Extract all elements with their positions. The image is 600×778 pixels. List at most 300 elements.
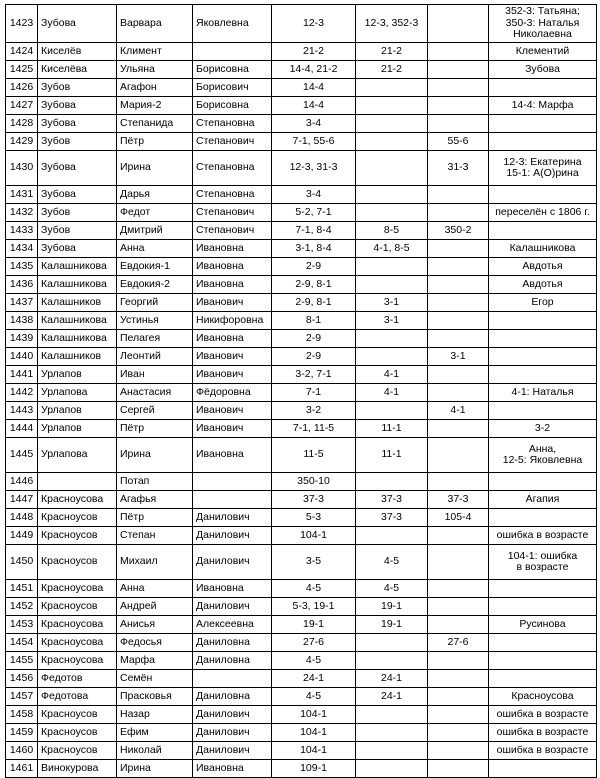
surname-cell: Урлапова	[38, 438, 117, 473]
source-c-cell	[428, 742, 489, 760]
row-number-cell: 1434	[6, 240, 38, 258]
source-c-cell	[428, 473, 489, 491]
row-number-cell: 1454	[6, 634, 38, 652]
first-name-cell: Степан	[117, 527, 193, 545]
source-c-cell	[428, 5, 489, 43]
note-cell	[489, 670, 597, 688]
source-c-cell	[428, 616, 489, 634]
source-a-cell: 14-4	[272, 79, 356, 97]
source-b-cell	[356, 115, 428, 133]
note-cell: 14-4: Марфа	[489, 97, 597, 115]
table-row	[6, 724, 597, 742]
row-number-cell: 1460	[6, 742, 38, 760]
source-b-cell	[356, 186, 428, 204]
source-c-cell	[428, 276, 489, 294]
patronymic-cell: Иванович	[193, 402, 272, 420]
row-number-cell: 1428	[6, 115, 38, 133]
patronymic-cell: Ивановна	[193, 276, 272, 294]
source-c-cell	[428, 438, 489, 473]
patronymic-cell: Борисовна	[193, 97, 272, 115]
patronymic-cell: Яковлевна	[193, 5, 272, 43]
source-a-cell: 2-9	[272, 330, 356, 348]
source-c-cell	[428, 760, 489, 778]
row-number-cell: 1438	[6, 312, 38, 330]
row-number-cell: 1446	[6, 473, 38, 491]
source-b-cell	[356, 258, 428, 276]
row-number-cell: 1425	[6, 61, 38, 79]
note-cell: Анна, 12-5: Яковлевна	[489, 438, 597, 473]
surname-cell: Красноусов	[38, 742, 117, 760]
table-row	[6, 5, 597, 43]
row-number-cell: 1430	[6, 151, 38, 186]
note-cell	[489, 402, 597, 420]
surname-cell: Красноусов	[38, 724, 117, 742]
source-b-cell: 12-3, 352-3	[356, 5, 428, 43]
note-cell: переселён с 1806 г.	[489, 204, 597, 222]
table-row	[6, 580, 597, 598]
surname-cell: Зубова	[38, 240, 117, 258]
surname-cell: Красноусов	[38, 545, 117, 580]
note-cell	[489, 330, 597, 348]
source-b-cell	[356, 276, 428, 294]
row-number-cell: 1451	[6, 580, 38, 598]
row-number-cell: 1432	[6, 204, 38, 222]
first-name-cell: Пелагея	[117, 330, 193, 348]
source-a-cell: 2-9	[272, 258, 356, 276]
first-name-cell: Анисья	[117, 616, 193, 634]
first-name-cell: Дарья	[117, 186, 193, 204]
first-name-cell: Мария-2	[117, 97, 193, 115]
row-number-cell: 1437	[6, 294, 38, 312]
source-b-cell	[356, 473, 428, 491]
patronymic-cell: Ивановна	[193, 580, 272, 598]
table-row	[6, 79, 597, 97]
patronymic-cell: Степанович	[193, 222, 272, 240]
surname-cell: Калашникова	[38, 258, 117, 276]
table-row	[6, 598, 597, 616]
first-name-cell: Ульяна	[117, 61, 193, 79]
table-row	[6, 742, 597, 760]
source-c-cell	[428, 240, 489, 258]
source-b-cell: 8-5	[356, 222, 428, 240]
row-number-cell: 1424	[6, 43, 38, 61]
table-row	[6, 348, 597, 366]
source-a-cell: 12-3	[272, 5, 356, 43]
source-c-cell: 4-1	[428, 402, 489, 420]
surname-cell: Зубов	[38, 79, 117, 97]
table-row	[6, 43, 597, 61]
source-a-cell: 3-2	[272, 402, 356, 420]
source-a-cell: 5-3	[272, 509, 356, 527]
source-c-cell	[428, 294, 489, 312]
surname-cell: Киселёва	[38, 61, 117, 79]
row-number-cell: 1439	[6, 330, 38, 348]
first-name-cell: Устинья	[117, 312, 193, 330]
note-cell	[489, 509, 597, 527]
surname-cell: Красноусова	[38, 580, 117, 598]
source-b-cell: 21-2	[356, 43, 428, 61]
first-name-cell: Дмитрий	[117, 222, 193, 240]
source-a-cell: 14-4	[272, 97, 356, 115]
table-row	[6, 616, 597, 634]
surname-cell: Калашникова	[38, 312, 117, 330]
table-row	[6, 115, 597, 133]
surname-cell: Красноусов	[38, 706, 117, 724]
surname-cell: Зубова	[38, 115, 117, 133]
source-a-cell: 4-5	[272, 652, 356, 670]
patronymic-cell: Данилович	[193, 742, 272, 760]
source-a-cell: 11-5	[272, 438, 356, 473]
patronymic-cell: Даниловна	[193, 688, 272, 706]
surname-cell: Красноусова	[38, 652, 117, 670]
source-a-cell: 7-1, 11-5	[272, 420, 356, 438]
table-row	[6, 312, 597, 330]
table-row	[6, 509, 597, 527]
note-cell: 3-2	[489, 420, 597, 438]
patronymic-cell: Даниловна	[193, 634, 272, 652]
patronymic-cell: Иванович	[193, 348, 272, 366]
source-a-cell: 7-1, 55-6	[272, 133, 356, 151]
source-a-cell: 37-3	[272, 491, 356, 509]
surname-cell: Федотов	[38, 670, 117, 688]
patronymic-cell: Фёдоровна	[193, 384, 272, 402]
note-cell: ошибка в возрасте	[489, 706, 597, 724]
source-a-cell: 3-4	[272, 186, 356, 204]
surname-cell: Красноусова	[38, 616, 117, 634]
table-row	[6, 133, 597, 151]
table-row	[6, 258, 597, 276]
first-name-cell: Агафон	[117, 79, 193, 97]
patronymic-cell: Иванович	[193, 420, 272, 438]
patronymic-cell: Степановна	[193, 186, 272, 204]
source-c-cell	[428, 652, 489, 670]
first-name-cell: Георгий	[117, 294, 193, 312]
note-cell: 104-1: ошибка в возрасте	[489, 545, 597, 580]
source-b-cell	[356, 652, 428, 670]
row-number-cell: 1443	[6, 402, 38, 420]
source-a-cell: 27-6	[272, 634, 356, 652]
row-number-cell: 1423	[6, 5, 38, 43]
patronymic-cell: Данилович	[193, 706, 272, 724]
first-name-cell: Ефим	[117, 724, 193, 742]
source-b-cell	[356, 402, 428, 420]
surname-cell: Урлапов	[38, 420, 117, 438]
source-b-cell	[356, 204, 428, 222]
surname-cell: Красноусов	[38, 509, 117, 527]
table-row	[6, 688, 597, 706]
table-row	[6, 438, 597, 473]
patronymic-cell: Данилович	[193, 545, 272, 580]
source-c-cell: 350-2	[428, 222, 489, 240]
source-a-cell: 104-1	[272, 706, 356, 724]
source-b-cell	[356, 330, 428, 348]
row-number-cell: 1441	[6, 366, 38, 384]
source-c-cell	[428, 545, 489, 580]
table-row	[6, 527, 597, 545]
table-row	[6, 151, 597, 186]
first-name-cell: Анастасия	[117, 384, 193, 402]
first-name-cell: Назар	[117, 706, 193, 724]
patronymic-cell: Ивановна	[193, 240, 272, 258]
patronymic-cell: Иванович	[193, 294, 272, 312]
first-name-cell: Марфа	[117, 652, 193, 670]
source-a-cell: 2-9	[272, 348, 356, 366]
patronymic-cell: Ивановна	[193, 330, 272, 348]
table-row	[6, 491, 597, 509]
source-c-cell: 55-6	[428, 133, 489, 151]
source-c-cell	[428, 527, 489, 545]
row-number-cell: 1452	[6, 598, 38, 616]
patronymic-cell: Никифоровна	[193, 312, 272, 330]
source-b-cell	[356, 151, 428, 186]
surname-cell	[38, 473, 117, 491]
source-c-cell	[428, 61, 489, 79]
note-cell	[489, 348, 597, 366]
patronymic-cell: Борисович	[193, 79, 272, 97]
surname-cell: Красноусова	[38, 491, 117, 509]
table-row	[6, 97, 597, 115]
table-row	[6, 545, 597, 580]
first-name-cell: Потап	[117, 473, 193, 491]
source-b-cell: 4-5	[356, 580, 428, 598]
note-cell: Агапия	[489, 491, 597, 509]
first-name-cell: Варвара	[117, 5, 193, 43]
source-b-cell: 19-1	[356, 598, 428, 616]
surname-cell: Красноусов	[38, 527, 117, 545]
first-name-cell: Леонтий	[117, 348, 193, 366]
note-cell	[489, 652, 597, 670]
first-name-cell: Федот	[117, 204, 193, 222]
note-cell: Зубова	[489, 61, 597, 79]
note-cell: Клементий	[489, 43, 597, 61]
first-name-cell: Ирина	[117, 151, 193, 186]
patronymic-cell	[193, 473, 272, 491]
source-a-cell: 3-4	[272, 115, 356, 133]
note-cell	[489, 634, 597, 652]
row-number-cell: 1433	[6, 222, 38, 240]
source-a-cell: 3-1, 8-4	[272, 240, 356, 258]
table-row	[6, 670, 597, 688]
patronymic-cell: Данилович	[193, 598, 272, 616]
patronymic-cell: Степанович	[193, 133, 272, 151]
source-c-cell	[428, 79, 489, 97]
table-row	[6, 706, 597, 724]
row-number-cell: 1461	[6, 760, 38, 778]
note-cell	[489, 598, 597, 616]
note-cell: 352-3: Татьяна; 350-3: Наталья Николаевна	[489, 5, 597, 43]
note-cell: Егор	[489, 294, 597, 312]
source-b-cell	[356, 706, 428, 724]
row-number-cell: 1448	[6, 509, 38, 527]
surname-cell: Красноусова	[38, 634, 117, 652]
source-c-cell	[428, 670, 489, 688]
source-c-cell	[428, 688, 489, 706]
row-number-cell: 1440	[6, 348, 38, 366]
source-b-cell	[356, 97, 428, 115]
first-name-cell: Николай	[117, 742, 193, 760]
surname-cell: Зубов	[38, 204, 117, 222]
source-a-cell: 104-1	[272, 527, 356, 545]
source-b-cell: 37-3	[356, 491, 428, 509]
surname-cell: Калашников	[38, 348, 117, 366]
note-cell: Калашникова	[489, 240, 597, 258]
source-b-cell: 3-1	[356, 312, 428, 330]
source-c-cell	[428, 724, 489, 742]
patronymic-cell: Алексеевна	[193, 616, 272, 634]
first-name-cell: Агафья	[117, 491, 193, 509]
row-number-cell: 1458	[6, 706, 38, 724]
records-table	[5, 4, 597, 778]
source-b-cell	[356, 742, 428, 760]
patronymic-cell: Данилович	[193, 724, 272, 742]
surname-cell: Калашникова	[38, 330, 117, 348]
source-b-cell: 4-5	[356, 545, 428, 580]
note-cell	[489, 580, 597, 598]
patronymic-cell: Борисовна	[193, 61, 272, 79]
first-name-cell: Евдокия-1	[117, 258, 193, 276]
source-a-cell: 21-2	[272, 43, 356, 61]
source-c-cell	[428, 186, 489, 204]
source-c-cell	[428, 598, 489, 616]
source-a-cell: 104-1	[272, 724, 356, 742]
row-number-cell: 1447	[6, 491, 38, 509]
source-b-cell: 24-1	[356, 670, 428, 688]
table-row	[6, 276, 597, 294]
table-row	[6, 402, 597, 420]
surname-cell: Калашников	[38, 294, 117, 312]
source-a-cell: 5-3, 19-1	[272, 598, 356, 616]
row-number-cell: 1453	[6, 616, 38, 634]
note-cell	[489, 222, 597, 240]
note-cell: Авдотья	[489, 258, 597, 276]
first-name-cell: Анна	[117, 580, 193, 598]
note-cell: Красноусова	[489, 688, 597, 706]
patronymic-cell: Данилович	[193, 527, 272, 545]
source-c-cell: 3-1	[428, 348, 489, 366]
note-cell: 12-3: Екатерина 15-1: А(О)рина	[489, 151, 597, 186]
table-row	[6, 240, 597, 258]
note-cell: 4-1: Наталья	[489, 384, 597, 402]
table-row	[6, 61, 597, 79]
note-cell	[489, 79, 597, 97]
first-name-cell: Степанида	[117, 115, 193, 133]
row-number-cell: 1444	[6, 420, 38, 438]
first-name-cell: Климент	[117, 43, 193, 61]
source-a-cell: 19-1	[272, 616, 356, 634]
patronymic-cell: Ивановна	[193, 258, 272, 276]
patronymic-cell: Степанович	[193, 204, 272, 222]
source-c-cell: 105-4	[428, 509, 489, 527]
row-number-cell: 1426	[6, 79, 38, 97]
source-b-cell	[356, 133, 428, 151]
row-number-cell: 1442	[6, 384, 38, 402]
source-b-cell: 19-1	[356, 616, 428, 634]
source-b-cell: 4-1	[356, 384, 428, 402]
source-c-cell	[428, 366, 489, 384]
table-row	[6, 366, 597, 384]
table-row	[6, 330, 597, 348]
source-b-cell: 11-1	[356, 420, 428, 438]
note-cell: Авдотья	[489, 276, 597, 294]
row-number-cell: 1445	[6, 438, 38, 473]
patronymic-cell	[193, 670, 272, 688]
source-b-cell: 11-1	[356, 438, 428, 473]
surname-cell: Зубов	[38, 133, 117, 151]
patronymic-cell: Даниловна	[193, 652, 272, 670]
source-a-cell: 104-1	[272, 742, 356, 760]
row-number-cell: 1455	[6, 652, 38, 670]
source-b-cell: 4-1	[356, 366, 428, 384]
table-row	[6, 760, 597, 778]
first-name-cell: Михаил	[117, 545, 193, 580]
note-cell	[489, 133, 597, 151]
source-a-cell: 2-9, 8-1	[272, 276, 356, 294]
surname-cell: Зубов	[38, 222, 117, 240]
source-c-cell	[428, 580, 489, 598]
source-a-cell: 2-9, 8-1	[272, 294, 356, 312]
source-c-cell: 27-6	[428, 634, 489, 652]
source-b-cell: 37-3	[356, 509, 428, 527]
first-name-cell: Сергей	[117, 402, 193, 420]
patronymic-cell	[193, 491, 272, 509]
first-name-cell: Евдокия-2	[117, 276, 193, 294]
surname-cell: Киселёв	[38, 43, 117, 61]
surname-cell: Урлапов	[38, 366, 117, 384]
row-number-cell: 1427	[6, 97, 38, 115]
source-a-cell: 4-5	[272, 688, 356, 706]
records-table-body	[6, 5, 597, 778]
source-a-cell: 24-1	[272, 670, 356, 688]
patronymic-cell: Иванович	[193, 366, 272, 384]
note-cell: Русинова	[489, 616, 597, 634]
table-row	[6, 473, 597, 491]
table-row	[6, 634, 597, 652]
source-b-cell	[356, 760, 428, 778]
source-c-cell: 37-3	[428, 491, 489, 509]
table-row	[6, 420, 597, 438]
source-a-cell: 4-5	[272, 580, 356, 598]
source-c-cell	[428, 420, 489, 438]
source-c-cell	[428, 330, 489, 348]
source-a-cell: 3-5	[272, 545, 356, 580]
row-number-cell: 1456	[6, 670, 38, 688]
surname-cell: Зубова	[38, 186, 117, 204]
patronymic-cell: Данилович	[193, 509, 272, 527]
first-name-cell: Пётр	[117, 420, 193, 438]
note-cell: ошибка в возрасте	[489, 724, 597, 742]
source-b-cell	[356, 348, 428, 366]
source-a-cell: 3-2, 7-1	[272, 366, 356, 384]
surname-cell: Зубова	[38, 97, 117, 115]
first-name-cell: Иван	[117, 366, 193, 384]
first-name-cell: Пётр	[117, 509, 193, 527]
patronymic-cell: Степановна	[193, 115, 272, 133]
note-cell: ошибка в возрасте	[489, 527, 597, 545]
first-name-cell: Андрей	[117, 598, 193, 616]
table-row	[6, 222, 597, 240]
source-b-cell: 3-1	[356, 294, 428, 312]
table-row	[6, 294, 597, 312]
table-row	[6, 186, 597, 204]
source-c-cell	[428, 115, 489, 133]
note-cell: ошибка в возрасте	[489, 742, 597, 760]
patronymic-cell: Ивановна	[193, 760, 272, 778]
source-a-cell: 12-3, 31-3	[272, 151, 356, 186]
source-a-cell: 8-1	[272, 312, 356, 330]
first-name-cell: Семён	[117, 670, 193, 688]
first-name-cell: Ирина	[117, 760, 193, 778]
note-cell	[489, 760, 597, 778]
